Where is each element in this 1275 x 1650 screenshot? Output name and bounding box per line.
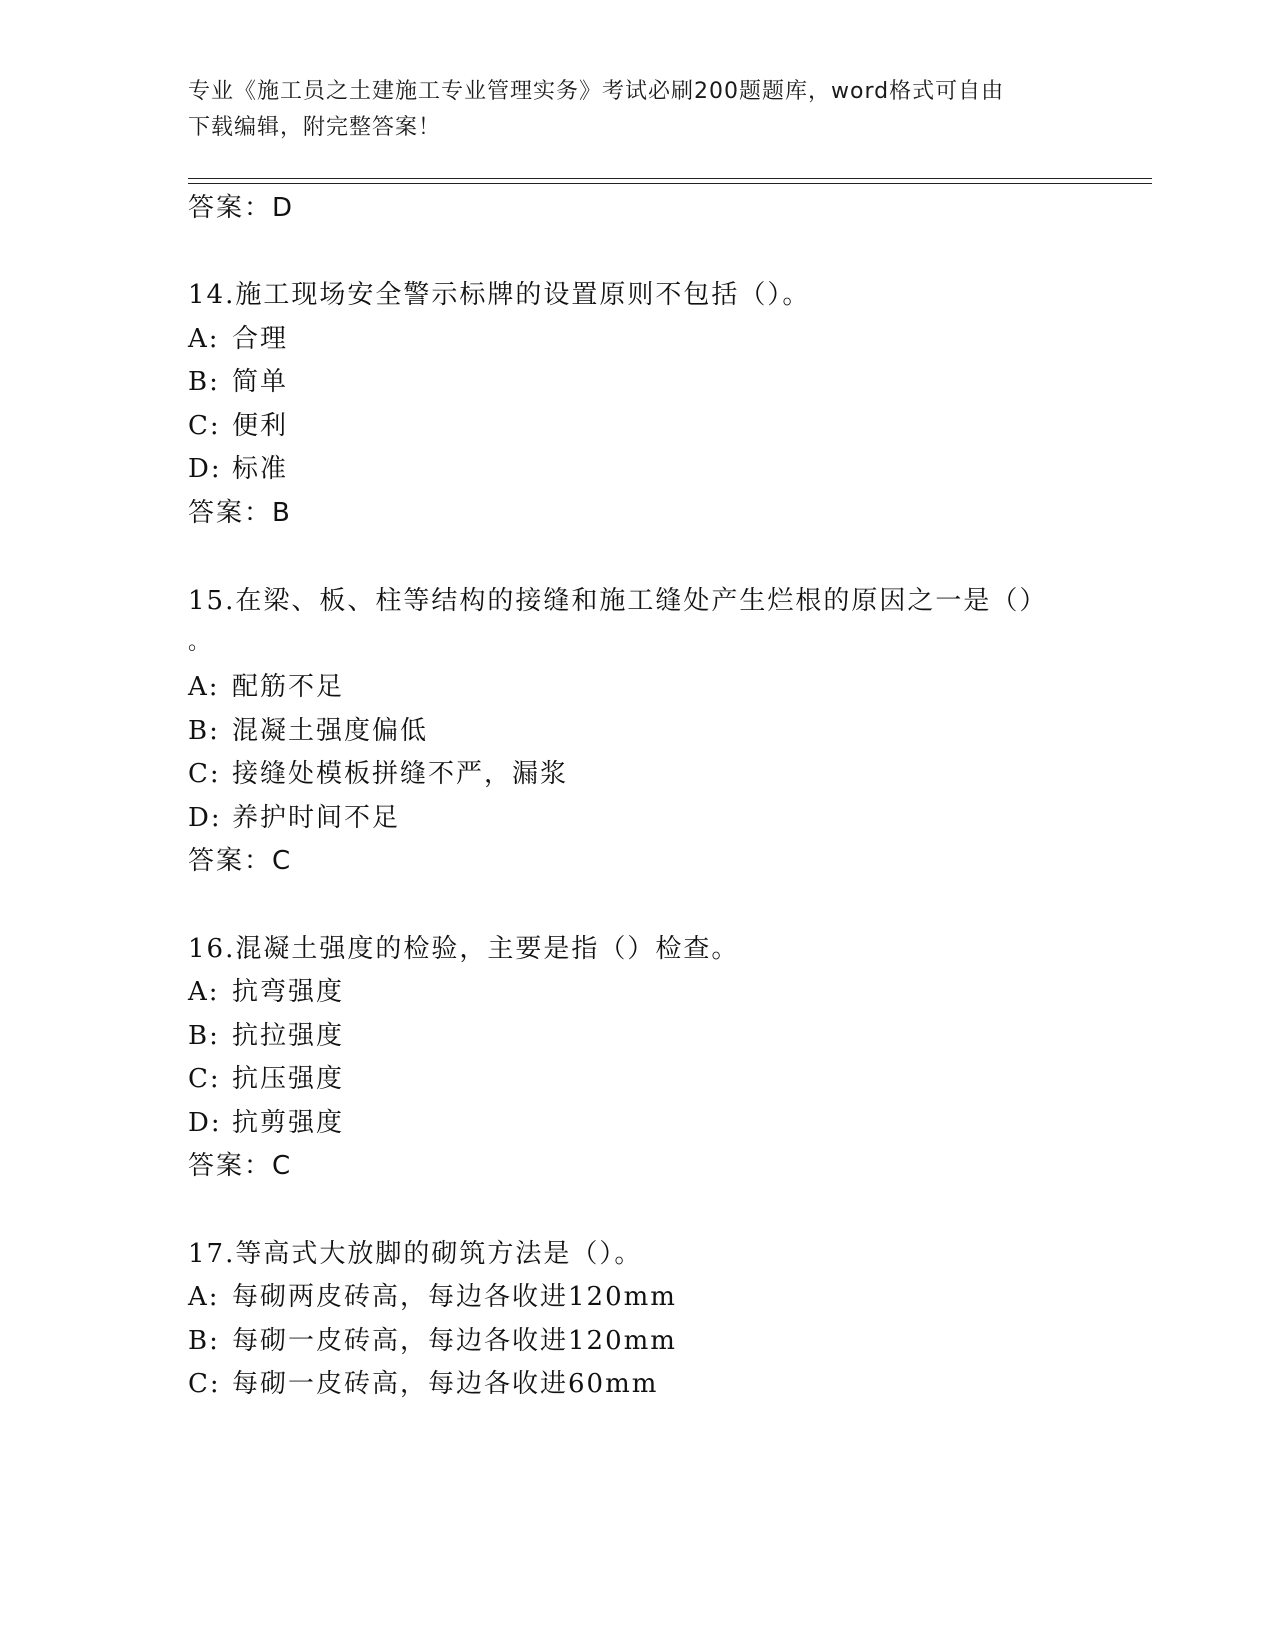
option-item — [188, 452, 288, 486]
option-item — [188, 409, 288, 443]
option-label: B: — [188, 1021, 220, 1051]
option-text: 抗拉强度 — [232, 1021, 345, 1051]
option-label: A: — [188, 324, 220, 354]
option-label: C: — [188, 759, 221, 789]
option-text: 抗剪强度 — [232, 1108, 345, 1138]
option-text: 配筋不足 — [232, 672, 345, 702]
option-label: A: — [188, 672, 220, 702]
option-text: 混凝土强度偏低 — [232, 716, 429, 746]
option-label: A: — [188, 977, 220, 1007]
option-text: 便利 — [232, 411, 289, 441]
option-item — [188, 1324, 677, 1358]
answer-line: 答案：C — [188, 846, 293, 876]
answer-line: 答案：D — [188, 193, 295, 223]
option-text: 合理 — [232, 324, 289, 354]
option-item — [188, 1367, 658, 1401]
option-text: 养护时间不足 — [232, 803, 401, 833]
option-item — [188, 1106, 344, 1140]
option-label: D: — [188, 454, 222, 484]
document-header — [188, 74, 1068, 146]
option-item — [188, 975, 344, 1009]
option-item — [188, 801, 400, 835]
option-text: 简单 — [232, 367, 289, 397]
option-label: C: — [188, 1064, 221, 1094]
option-item — [188, 757, 568, 791]
question-stem: 16.混凝土强度的检验，主要是指（）检查。 — [188, 934, 740, 964]
option-item — [188, 670, 344, 704]
option-label: D: — [188, 803, 222, 833]
question-stem: 15.在梁、板、柱等结构的接缝和施工缝处产生烂根的原因之一是（） — [188, 586, 1048, 616]
option-label: C: — [188, 1369, 221, 1399]
option-text: 接缝处模板拼缝不严，漏浆 — [232, 759, 569, 789]
header-divider-top — [188, 178, 1152, 179]
answer-line: 答案：C — [188, 1151, 293, 1181]
header-line-1: 专业《施工员之土建施工专业管理实务》考试必刷200题题库，word格式可自由 — [188, 79, 1005, 104]
option-item — [188, 1062, 344, 1096]
option-text: 每砌两皮砖高，每边各收进120mm — [232, 1282, 677, 1312]
question-stem-continuation: 。 — [188, 630, 213, 655]
option-label: B: — [188, 1326, 220, 1356]
question-stem: 17.等高式大放脚的砌筑方法是（）。 — [188, 1239, 643, 1269]
option-label: C: — [188, 411, 221, 441]
option-text: 每砌一皮砖高，每边各收进120mm — [232, 1326, 677, 1356]
option-text: 抗压强度 — [232, 1064, 345, 1094]
option-item — [188, 1280, 677, 1314]
option-label: B: — [188, 716, 220, 746]
option-label: B: — [188, 367, 220, 397]
option-item — [188, 1019, 344, 1053]
option-item — [188, 365, 288, 399]
answer-line: 答案：B — [188, 498, 292, 528]
header-line-2: 下载编辑，附完整答案！ — [188, 115, 442, 140]
option-text: 标准 — [232, 454, 289, 484]
option-text: 每砌一皮砖高，每边各收进60mm — [232, 1369, 659, 1399]
option-item — [188, 322, 288, 356]
header-divider-bottom — [188, 183, 1152, 184]
option-label: D: — [188, 1108, 222, 1138]
option-text: 抗弯强度 — [232, 977, 345, 1007]
question-stem: 14.施工现场安全警示标牌的设置原则不包括（）。 — [188, 280, 811, 310]
option-item — [188, 714, 428, 748]
option-label: A: — [188, 1282, 220, 1312]
